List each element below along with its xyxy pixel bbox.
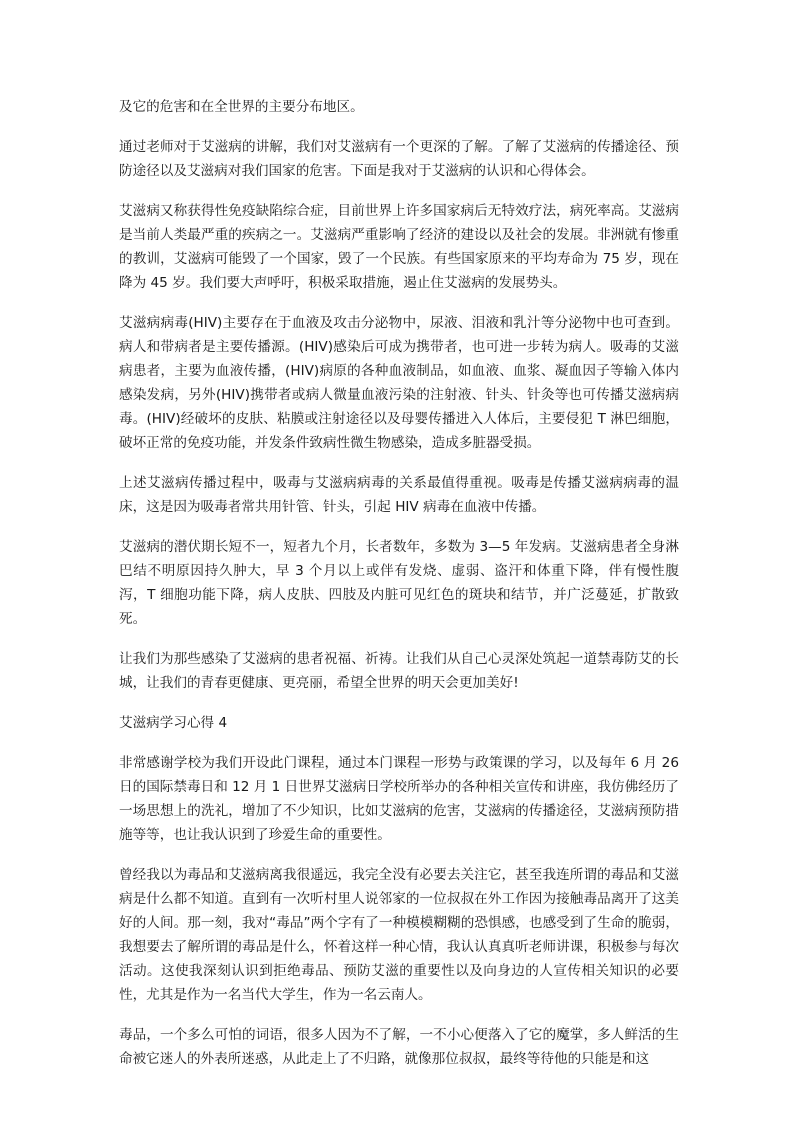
paragraph-10: 毒品，一个多么可怕的词语，很多人因为不了解，一不小心便落入了它的魔掌，多人鲜活的生命被它迷人的外表所迷惑，从此走上了不归路，就像那位叔叔，最终等待他的只能是和这 xyxy=(119,1027,679,1067)
paragraph-3: 艾滋病又称获得性免疫缺陷综合症，目前世界上许多国家病后无特效疗法，病死率高。艾滋病是当前人类最严重的疾病之一。艾滋病严重影响了经济的建设以及社会的发展。非洲就有惨重的教训，艾滋病可能毁了一个国家，毁了一个民族。有些国家原来的平均寿命为 75 岁，现在降为 45 岁。我们要大声呼吁，积极采取措施，遏止住艾滋病的发展势头。 xyxy=(119,203,679,291)
paragraph-7: 让我们为那些感染了艾滋病的患者祝福、祈祷。让我们从自己心灵深处筑起一道禁毒防艾的长城，让我们的青春更健康、更亮丽，希望全世界的明天会更加美好! xyxy=(119,651,679,691)
paragraph-6: 艾滋病的潜伏期长短不一，短者九个月，长者数年，多数为 3—5 年发病。艾滋病患者全身淋巴结不明原因持久肿大，早 3 个月以上或伴有发烧、虚弱、盗汗和体重下降，伴有慢性腹泻，T 细胞功能下降，病人皮肤、四肢及内脏可见红色的斑块和结节，并广泛蔓延，扩散致死。 xyxy=(119,539,679,627)
paragraph-5: 上述艾滋病传播过程中，吸毒与艾滋病病毒的关系最值得重视。吸毒是传播艾滋病病毒的温床，这是因为吸毒者常共用针管、针头，引起 HIV 病毒在血液中传播。 xyxy=(119,475,679,515)
paragraph-2: 通过老师对于艾滋病的讲解，我们对艾滋病有一个更深的了解。了解了艾滋病的传播途径、预防途径以及艾滋病对我们国家的危害。下面是我对于艾滋病的认识和心得体会。 xyxy=(119,139,679,179)
paragraph-8: 非常感谢学校为我们开设此门课程，通过本门课程一形势与政策课的学习，以及每年 6 月 26 日的国际禁毒日和 12 月 1 日世界艾滋病日学校所举办的各种相关宣传和讲座，我仿佛经历了一场思想上的洗礼，增加了不少知识，比如艾滋病的危害，艾滋病的传播途径，艾滋病预防措施等等，也让我认识到了珍爱生命的重要性。 xyxy=(119,755,679,843)
paragraph-9: 曾经我以为毒品和艾滋病离我很遥远，我完全没有必要去关注它，甚至我连所谓的毒品和艾滋病是什么都不知道。直到有一次听村里人说邻家的一位叔叔在外工作因为接触毒品离开了这美好的人间。那一刻，我对“毒品”两个字有了一种模模糊糊的恐惧感，也感受到了生命的脆弱，我想要去了解所谓的毒品是什么，怀着这样一种心情，我认认真真听老师讲课，积极参与每次活动。这使我深刻认识到拒绝毒品、预防艾滋的重要性以及向身边的人宣传相关知识的必要性，尤其是作为一名当代大学生，作为一名云南人。 xyxy=(119,867,679,1003)
paragraph-1: 及它的危害和在全世界的主要分布地区。 xyxy=(119,99,364,115)
document-body xyxy=(119,95,679,1087)
section-heading: 艾滋病学习心得 4 xyxy=(119,715,228,731)
paragraph-4: 艾滋病病毒(HIV)主要存在于血液及攻击分泌物中，尿液、泪液和乳汁等分泌物中也可查到。病人和带病者是主要传播源。(HIV)感染后可成为携带者，也可进一步转为病人。吸毒的艾滋病患者，主要为血液传播，(HIV)病原的各种血液制品，如血液、血浆、凝血因子等输入体内感染发病，另外(HIV)携带者或病人微量血液污染的注射液、针头、针灸等也可传播艾滋病病毒。(HIV)经破坏的皮肤、粘膜或注射途径以及母婴传播进入人体后，主要侵犯 T 淋巴细胞，破坏正常的免疫功能，并发条件致病性微生物感染，造成多脏器受损。 xyxy=(119,315,679,451)
